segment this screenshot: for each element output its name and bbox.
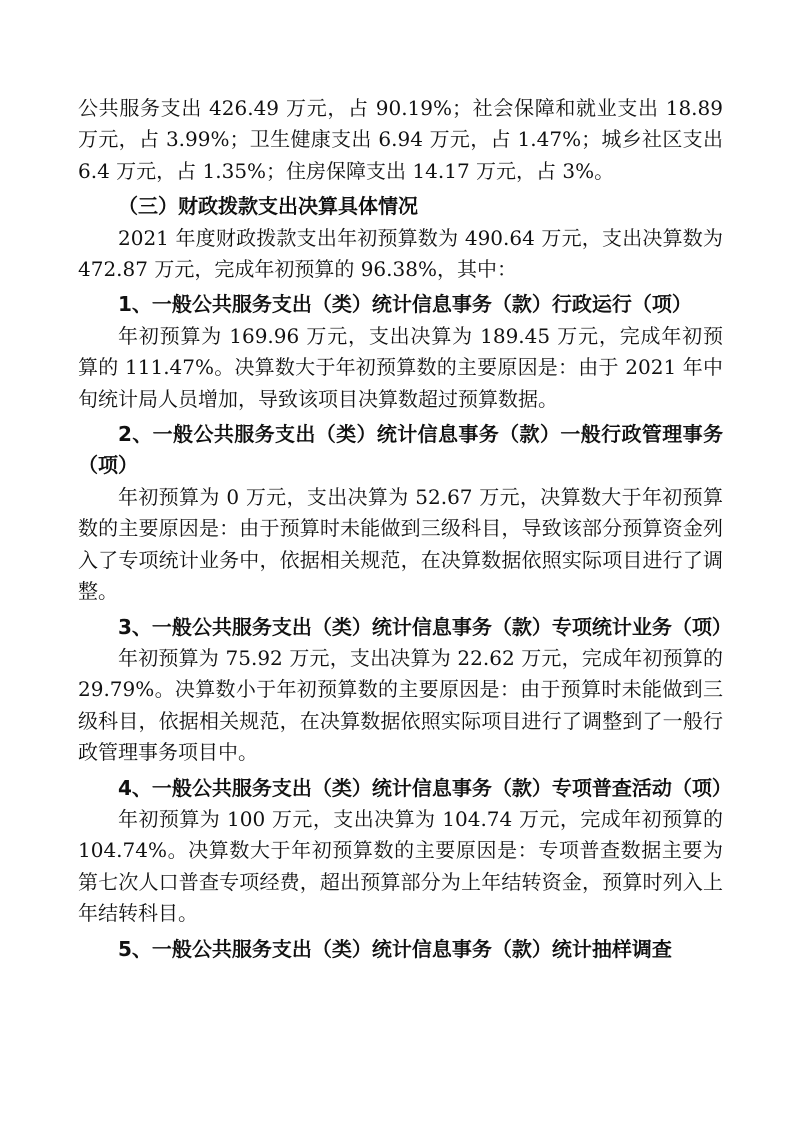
section-heading-fiscal-appropriation: （三）财政拨款支出决算具体情况 bbox=[118, 194, 418, 219]
paragraph-administrative-operation: 年初预算为 169.96 万元，支出决算为 189.45 万元，完成年初预算的 111.47%。决算数大于年初预算数的主要原因是：由于 2021 年中旬统计局人员增加，导致该项目决算数超过预算数据。 bbox=[78, 323, 723, 411]
item-heading-special-statistics: 3、一般公共服务支出（类）统计信息事务（款）专项统计业务（项） bbox=[118, 614, 732, 639]
document-page bbox=[78, 93, 732, 965]
paragraph-budget-summary: 2021 年度财政拨款支出年初预算数为 490.64 万元，支出决算数为 472.87 万元，完成年初预算的 96.38%，其中： bbox=[78, 225, 723, 282]
paragraph-general-administration: 年初预算为 0 万元，支出决算为 52.67 万元，决算数大于年初预算数的主要原因是：由于预算时未能做到三级科目，导致该部分预算资金列入了专项统计业务中，依据相关规范，在决算数据依照实际项目进行了调整。 bbox=[78, 484, 723, 604]
item-heading-general-administration: 2、一般公共服务支出（类）统计信息事务（款）一般行政管理事务（项） bbox=[78, 422, 723, 478]
paragraph-expenditure-breakdown: 公共服务支出 426.49 万元，占 90.19%；社会保障和就业支出 18.89 万元，占 3.99%；卫生健康支出 6.94 万元，占 1.47%；城乡社区支出 6.4 万元，占 1.35%；住房保障支出 14.17 万元，占 3%。 bbox=[78, 96, 723, 183]
paragraph-special-statistics: 年初预算为 75.92 万元，支出决算为 22.62 万元，完成年初预算的 29.79%。决算数小于年初预算数的主要原因是：由于预算时未能做到三级科目，依据相关规范，在决算数据依照实际项目进行了调整到了一般行政管理事务项目中。 bbox=[78, 645, 723, 765]
item-heading-sample-survey: 5、一般公共服务支出（类）统计信息事务（款）统计抽样调查 bbox=[118, 936, 672, 961]
paragraph-special-census: 年初预算为 100 万元，支出决算为 104.74 万元，完成年初预算的 104.74%。决算数大于年初预算数的主要原因是：专项普查数据主要为第七次人口普查专项经费，超出预算部分为上年结转资金，预算时列入上年结转科目。 bbox=[78, 806, 723, 926]
item-heading-administrative-operation: 1、一般公共服务支出（类）统计信息事务（款）行政运行（项） bbox=[118, 292, 692, 317]
item-heading-special-census: 4、一般公共服务支出（类）统计信息事务（款）专项普查活动（项） bbox=[118, 775, 732, 800]
